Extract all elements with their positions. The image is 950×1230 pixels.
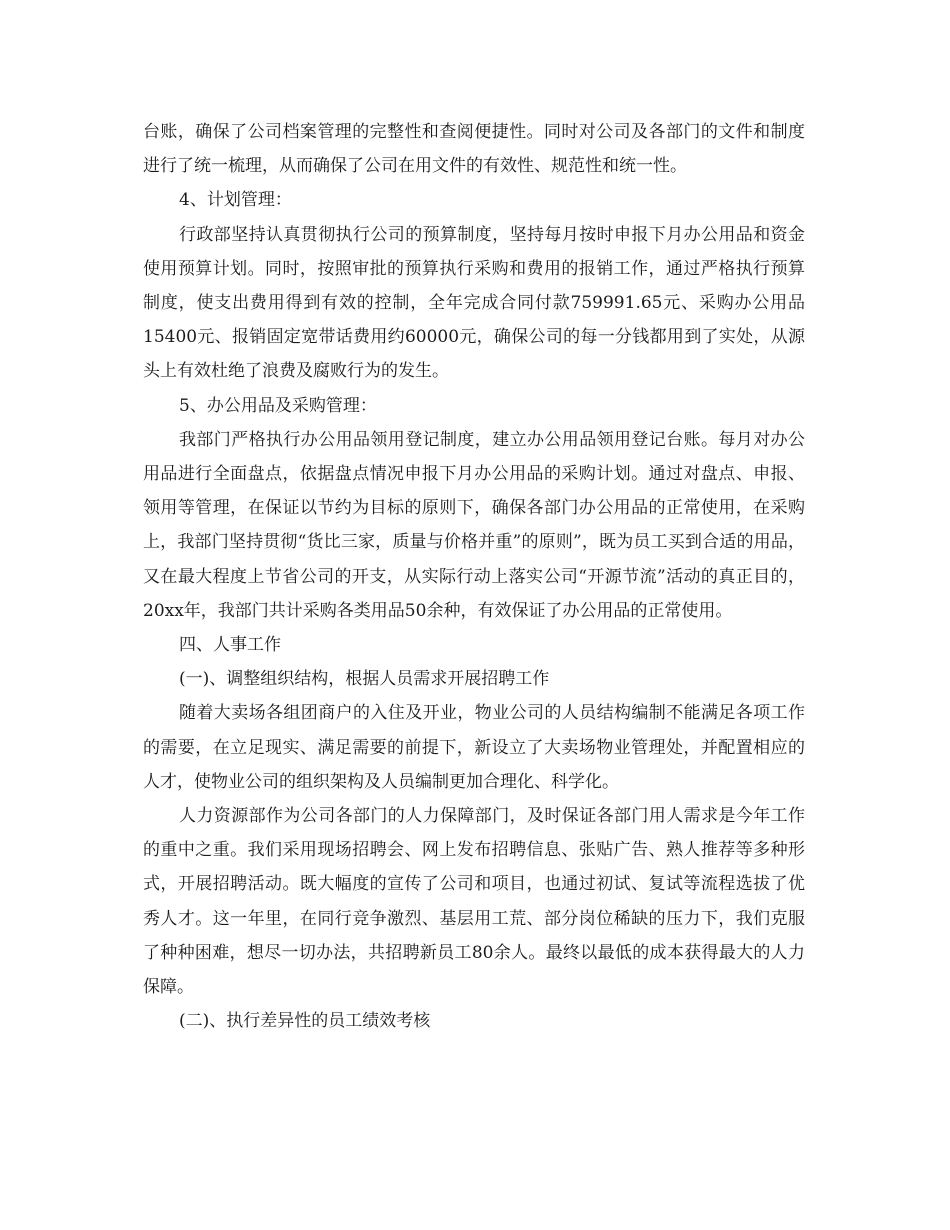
- section-heading-personnel: 四、人事工作: [179, 635, 281, 656]
- subsection-heading-performance: (二)、执行差异性的员工绩效考核: [179, 1011, 431, 1032]
- paragraph-org-structure: 随着大卖场各组团商户的入住及开业，物业公司的人员结构编制不能满足各项工作的需要，在立足现实、满足需要的前提下，新设立了大卖场物业管理处，并配置相应的人才，使物业公司的组织架构及人员编制更加合理化、科学化。: [143, 703, 805, 792]
- paragraph-budget: 行政部坚持认真贯彻执行公司的预算制度，坚持每月按时申报下月办公用品和资金使用预算计划。同时，按照审批的预算执行采购和费用的报销工作，通过严格执行预算制度，使支出费用得到有效的控制，全年完成合同付款759991.65元、采购办公用品15400元、报销固定宽带话费用约60000元，确保公司的每一分钱都用到了实处，从源头上有效杜绝了浪费及腐败行为的发生。: [143, 224, 805, 382]
- paragraph-continuation-archive: 台账，确保了公司档案管理的完整性和查阅便捷性。同时对公司及各部门的文件和制度进行了统一梳理，从而确保了公司在用文件的有效性、规范性和统一性。: [143, 122, 805, 177]
- paragraph-hr-recruitment: 人力资源部作为公司各部门的人力保障部门，及时保证各部门用人需求是今年工作的重中之重。我们采用现场招聘会、网上发布招聘信息、张贴广告、熟人推荐等多种形式，开展招聘活动。既大幅度的宣传了公司和项目，也通过初试、复试等流程选拔了优秀人才。这一年里，在同行竞争激烈、基层用工荒、部分岗位稀缺的压力下，我们克服了种种困难，想尽一切办法，共招聘新员工80余人。最终以最低的成本获得最大的人力保障。: [143, 806, 805, 998]
- subsection-heading-recruitment: (一)、调整组织结构，根据人员需求开展招聘工作: [179, 669, 550, 690]
- section-heading-plan-management: 4、计划管理：: [179, 190, 292, 211]
- section-heading-office-supplies: 5、办公用品及采购管理：: [179, 395, 377, 416]
- paragraph-office-supplies: 我部门严格执行办公用品领用登记制度，建立办公用品领用登记台账。每月对办公用品进行全面盘点，依据盘点情况申报下月办公用品的采购计划。通过对盘点、申报、领用等管理，在保证以节约为目标的原则下，确保各部门办公用品的正常使用，在采购上，我部门坚持贯彻“货比三家，质量与价格并重”的原则”，既为员工买到合适的用品，又在最大程度上节省公司的开支，从实际行动上落实公司“开源节流”活动的真正目的，20xx年，我部门共计采购各类用品50余种，有效保证了办公用品的正常使用。: [143, 429, 805, 621]
- document-body: [143, 115, 805, 1038]
